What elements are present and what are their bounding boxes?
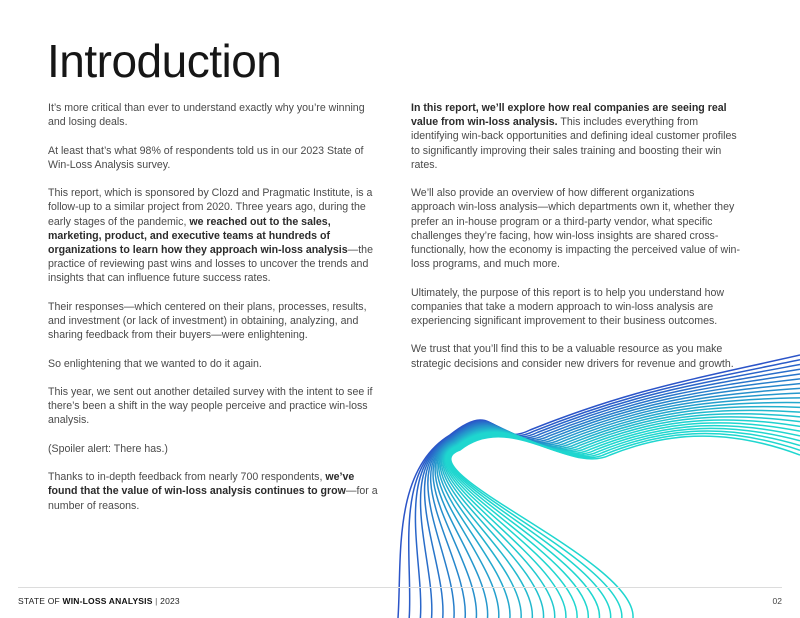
footer-prefix: STATE OF bbox=[18, 596, 63, 606]
wave-line bbox=[451, 436, 800, 618]
paragraph: At least that’s what 98% of respondents told us in our 2023 State of Win-Loss Analysis survey. bbox=[48, 144, 364, 171]
paragraph: We’ll also provide an overview of how different organizations approach win-loss analysis—which departments own it, whether they prefer an in-house program or a third-party vendor, what specific challenges they’re facing, how win-loss insights are shared cross-functionally, how the economy is impacting the perceived value of win-loss programs, and much more. bbox=[411, 187, 740, 271]
wave-line bbox=[449, 431, 800, 618]
paragraph: It’s more critical than ever to understand exactly why you’re winning and losing deals. bbox=[48, 102, 365, 129]
wave-line bbox=[450, 434, 800, 618]
paragraph: Their responses—which centered on their plans, processes, results, and investment (or lack of investment) in obtaining, analyzing, and sharing feedback from their buyers—were enlightening. bbox=[48, 300, 367, 342]
paragraph: (Spoiler alert: There has.) bbox=[48, 442, 168, 455]
footer-separator: | bbox=[152, 596, 161, 606]
wave-line bbox=[431, 384, 800, 618]
paragraph bbox=[48, 470, 378, 513]
page-number: 02 bbox=[772, 596, 782, 606]
footer-bold-title: WIN-LOSS ANALYSIS bbox=[62, 596, 153, 606]
paragraph: So enlightening that we wanted to do it again. bbox=[48, 357, 262, 370]
paragraph: This year, we sent out another detailed survey with the intent to see if there’s been a shift in the way people perceive and practice win-loss analysis. bbox=[48, 385, 373, 427]
right-column bbox=[411, 101, 741, 385]
page-title: Introduction bbox=[47, 35, 282, 87]
footer-divider bbox=[18, 587, 782, 588]
paragraph-emphasis: we reached out to the sales, marketing, product, and executive teams at hundreds of organizations to learn how they approach win-loss analysis bbox=[48, 215, 348, 256]
paragraph: We trust that you’ll find this to be a valuable resource as you make strategic decisions and consider new drivers for revenue and growth. bbox=[411, 343, 734, 370]
paragraph-emphasis: we’ve found that the value of win-loss analysis continues to grow bbox=[48, 471, 355, 498]
paragraph-text: This includes everything from identifying win-back opportunities and defining ideal customer profiles to significantly improving their sales training and boosting their win rates. bbox=[411, 116, 737, 171]
left-column bbox=[48, 101, 378, 527]
footer-year: 2023 bbox=[160, 596, 180, 606]
paragraph bbox=[411, 101, 741, 172]
paragraph: Ultimately, the purpose of this report is to help you understand how companies that take a modern approach to win-loss analysis are experiencing significant improvement to their business outcomes. bbox=[411, 286, 725, 328]
paragraph-text: This report, which is sponsored by Clozd and Pragmatic Institute, is a follow-up to a similar project from 2020. Three years ago, during the early stages of the pandemic, bbox=[48, 187, 373, 228]
paragraph bbox=[48, 186, 378, 285]
wave-line bbox=[446, 423, 800, 618]
paragraph-text: —for a number of reasons. bbox=[48, 485, 378, 512]
footer-report-title bbox=[18, 596, 180, 606]
paragraph-text: —the practice of reviewing past wins and losses to uncover the trends and insights that can influence future success rates. bbox=[48, 244, 373, 285]
paragraph-text: Thanks to in-depth feedback from nearly 700 respondents, bbox=[48, 471, 326, 484]
paragraph-emphasis: In this report, we’ll explore how real companies are seeing real value from win-loss analysis. bbox=[411, 102, 727, 129]
